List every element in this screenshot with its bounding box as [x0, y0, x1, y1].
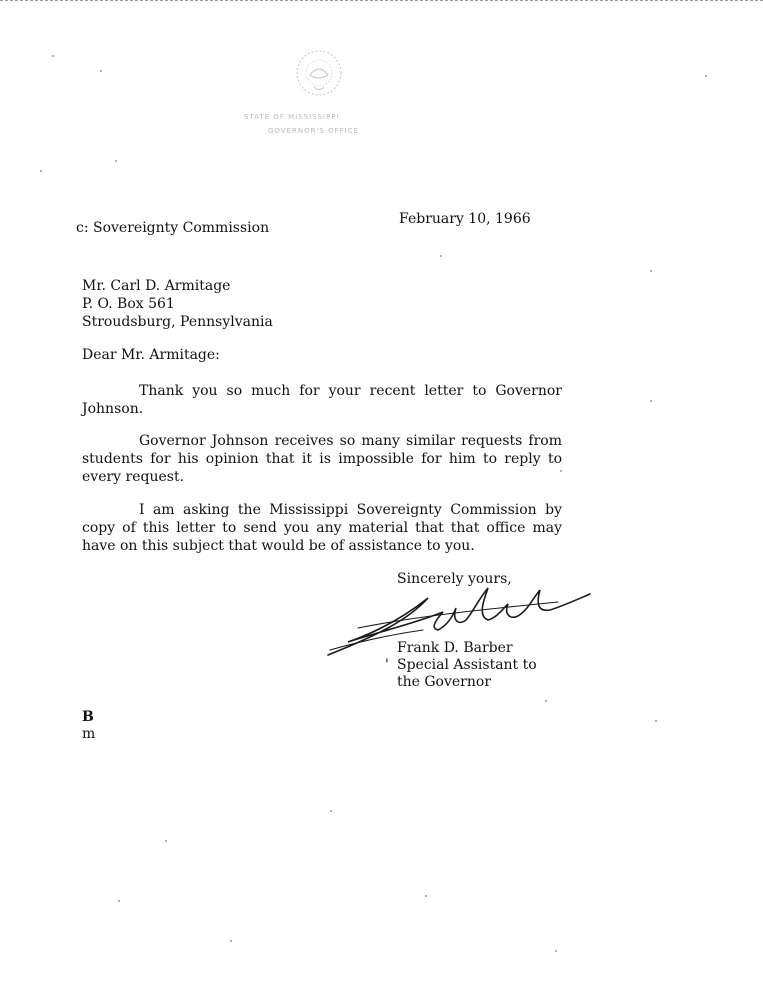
scan-speck [165, 840, 167, 842]
scan-speck [545, 700, 547, 702]
signer-mark: ' [385, 657, 389, 673]
scan-speck [555, 950, 557, 952]
scan-speck [650, 400, 652, 402]
scan-speck [230, 940, 232, 942]
page-top-border [0, 0, 763, 1]
scan-speck [655, 720, 657, 722]
scan-speck [118, 900, 120, 902]
recipient-name: Mr. Carl D. Armitage [82, 278, 231, 294]
scan-speck [705, 75, 707, 77]
scan-speck [425, 895, 427, 897]
letter-date: February 10, 1966 [399, 211, 531, 227]
signer-title-line1: Special Assistant to [397, 657, 537, 673]
signer-name: Frank D. Barber [397, 640, 513, 656]
scan-speck [100, 70, 102, 72]
scan-speck [650, 270, 652, 272]
recipient-address-line1: P. O. Box 561 [82, 296, 175, 312]
letterhead-office: GOVERNOR'S OFFICE [268, 127, 360, 135]
scan-speck [40, 170, 42, 172]
scan-speck [330, 810, 332, 812]
recipient-address-line2: Stroudsburg, Pennsylvania [82, 314, 273, 330]
initials-line1: B [82, 709, 94, 725]
letterhead-state: STATE OF MISSISSIPPI [244, 113, 340, 121]
scan-speck [440, 255, 442, 257]
body-paragraph-1-text: Thank you so much for your recent letter to Governor Johnson. [82, 383, 562, 417]
closing: Sincerely yours, [397, 571, 512, 587]
body-paragraph-1 [82, 382, 562, 418]
scan-speck [115, 160, 117, 162]
cc-line: c: Sovereignty Commission [76, 220, 270, 236]
body-paragraph-2 [82, 432, 562, 486]
body-paragraph-3-text: I am asking the Mississippi Sovereignty Commission by copy of this letter to send you any material that that office may have on this subject that would be of assistance to you. [82, 502, 562, 554]
scan-speck [52, 55, 54, 57]
body-paragraph-2-text: Governor Johnson receives so many similar requests from students for his opinion that it is impossible for him to reply to every request. [82, 433, 562, 485]
initials-line2: m [82, 726, 96, 742]
state-seal-icon [288, 45, 350, 101]
body-paragraph-3 [82, 501, 562, 555]
signer-title-line2: the Governor [397, 674, 492, 690]
salutation: Dear Mr. Armitage: [82, 347, 220, 363]
